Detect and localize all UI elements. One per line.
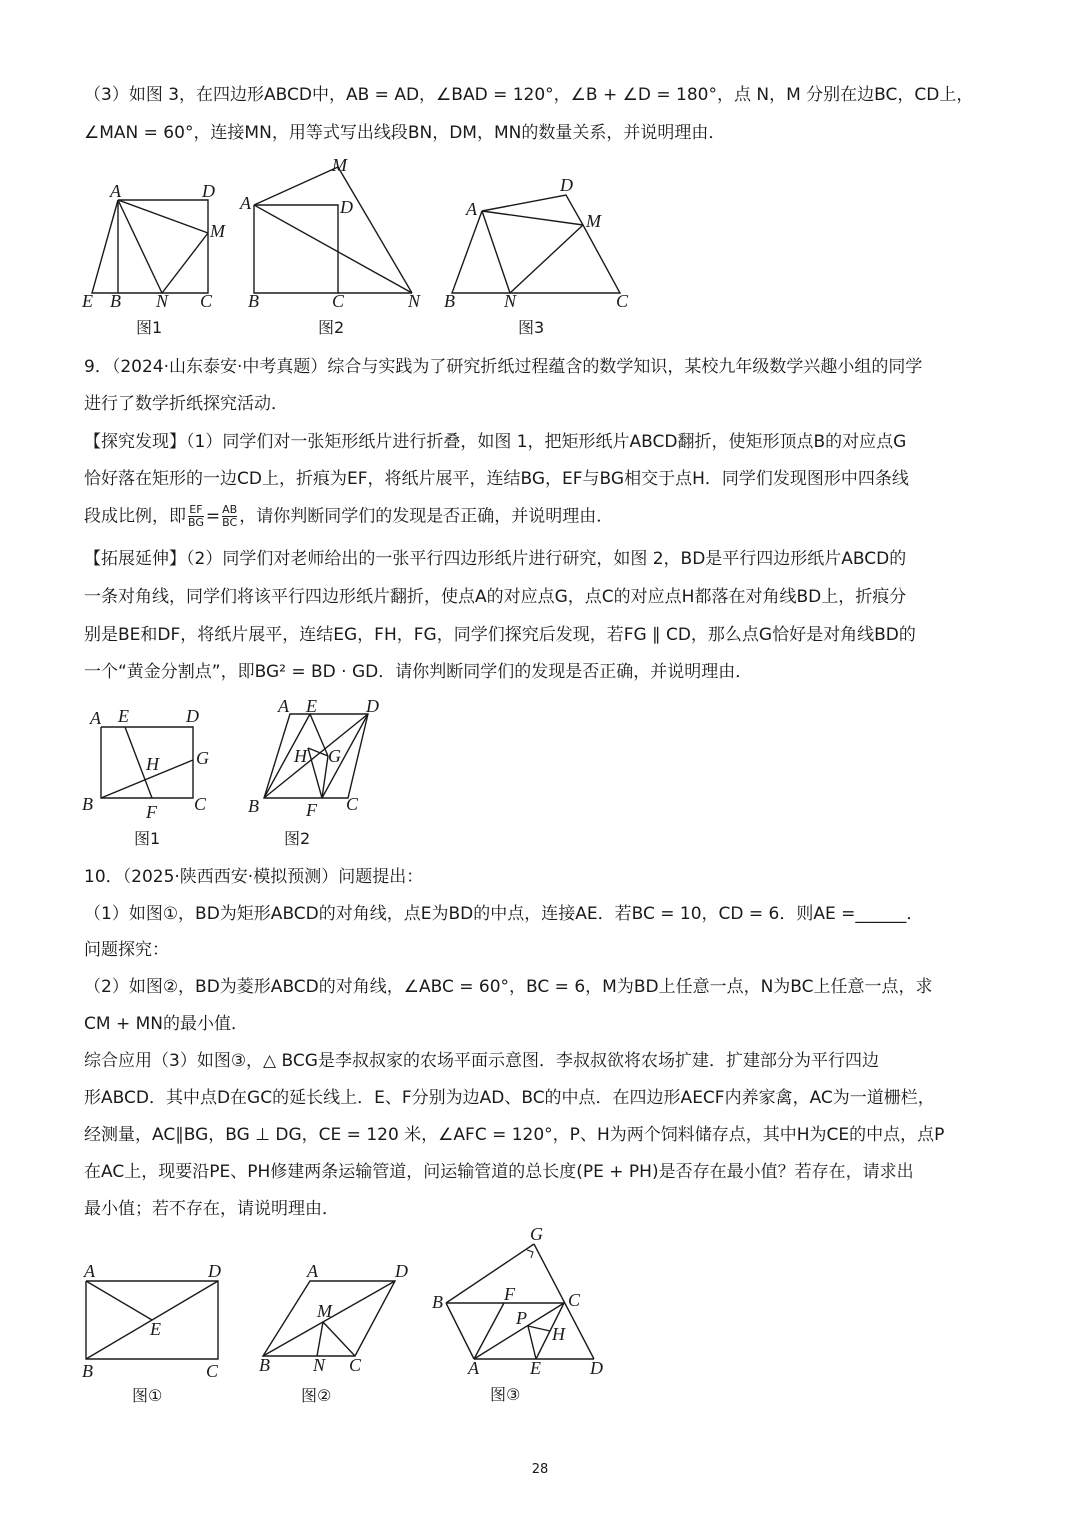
q9-fig1-label-G: G — [196, 748, 209, 768]
page-number: 28 — [531, 1462, 549, 1477]
q10-header: 10．（2025·陕西西安·模拟预测）问题提出： — [84, 867, 424, 887]
q9-fig1-label-B: B — [82, 794, 93, 814]
q10-p3-line2: 形ABCD．其中点D在GC的延长线上．E、F分别为边AD、BC的中点．在四边形AECF内养家禽，AC为一道栅栏， — [84, 1088, 935, 1108]
q9-fig2-label-B: B — [248, 796, 259, 816]
q10-fig3-caption: 图③ — [490, 1385, 521, 1404]
fraction-ab-bc: $\frac{AB}{BC}$ — [222, 503, 238, 529]
q9-fig2-label-C: C — [346, 794, 359, 814]
fig2-label-N: N — [408, 291, 421, 311]
q8-part3-line2: ∠MAN = 60°，连接MN，用等式写出线段BN，DM，MN的数量关系，并说明理由． — [84, 123, 726, 143]
q10-fig1-label-A: A — [84, 1261, 95, 1281]
q10-explore: 问题探究： — [84, 940, 169, 960]
q9-p1-line3-pre: 段成比例，即 — [84, 506, 186, 527]
q8-figure-2 — [240, 155, 440, 340]
fig3-label-M: M — [586, 211, 601, 231]
q10-fig3-label-D: D — [590, 1358, 603, 1378]
q10-fig1-label-E: E — [150, 1319, 161, 1339]
q10-p2-line2: CM + MN的最小值． — [84, 1014, 248, 1034]
fig1-label-D: D — [202, 181, 215, 201]
q10-p1: （1）如图①，BD为矩形ABCD的对角线，点E为BD的中点，连接AE．若BC = 10，CD = 6．则AE =______． — [84, 904, 924, 924]
q8-figure-3 — [440, 155, 640, 340]
q9-header2: 进行了数学折纸探究活动． — [84, 394, 288, 414]
q10-fig1-caption: 图① — [132, 1386, 163, 1405]
fig1-label-N: N — [156, 291, 169, 311]
fig3-label-A: A — [466, 199, 477, 219]
q9-fig1-caption: 图1 — [134, 829, 161, 848]
q9-figure-1 — [80, 698, 240, 853]
q8-part3-line1: （3）如图 3，在四边形ABCD中，AB = AD，∠BAD = 120°，∠B + ∠D = 180°，点 N，M 分别在边BC，CD上， — [84, 85, 974, 105]
q10-fig3-label-E: E — [530, 1358, 541, 1378]
fig3-label-B: B — [444, 291, 455, 311]
fig3-label-D: D — [560, 175, 573, 195]
fig2-label-B: B — [248, 291, 259, 311]
fig1-label-M: M — [210, 221, 225, 241]
q9-fig2-caption: 图2 — [284, 829, 311, 848]
q10-p3-line5: 最小值；若不存在，请说明理由． — [84, 1199, 339, 1219]
q10-fig3-label-C: C — [568, 1290, 581, 1310]
q8-figure-1 — [80, 155, 240, 340]
fig3-label-N: N — [504, 291, 517, 311]
q9-p1-line1: 【探究发现】（1）同学们对一张矩形纸片进行折叠，如图 1，把矩形纸片ABCD翻折，使矩形顶点B的对应点G — [84, 432, 907, 452]
q10-p3-line3: 经测量，AC∥BG，BG ⊥ DG，CE = 120 米，∠AFC = 120°，P、H为两个饲料储存点，其中H为CE的中点，点P — [84, 1125, 945, 1145]
fig2-caption: 图2 — [318, 318, 345, 337]
q9-fig1-label-D: D — [186, 706, 199, 726]
q10-fig2-label-C: C — [349, 1355, 362, 1375]
fig2-label-A: A — [240, 193, 251, 213]
fraction-ef-bg: $\frac{EF}{BG}$ — [188, 503, 204, 529]
q10-fig1-label-D: D — [208, 1261, 221, 1281]
fig1-label-E: E — [82, 291, 93, 311]
q9-fig1-label-E: E — [118, 706, 129, 726]
q10-p3-line4: 在AC上，现要沿PE、PH修建两条运输管道，问运输管道的总长度(PE + PH)是否存在最小值？若存在，请求出 — [84, 1162, 914, 1182]
q10-fig1-label-B: B — [82, 1361, 93, 1381]
q9-fig2-label-E: E — [306, 696, 317, 716]
q9-p1-line3-post: ，请你判断同学们的发现是否正确，并说明理由． — [239, 506, 614, 527]
q10-fig2-caption: 图② — [301, 1386, 332, 1405]
q9-fig2-label-D: D — [366, 696, 379, 716]
q10-fig3-label-F: F — [504, 1284, 515, 1304]
q9-p1-line3: 段成比例，即 $\frac{EF}{BG}$ = $\frac{AB}{BC}$ ，请你判断同学们的发现是否正确，并说明理由． — [84, 503, 614, 529]
q9-fig1-label-H: H — [146, 754, 159, 774]
q10-fig2-label-N: N — [313, 1355, 326, 1375]
q10-fig3-label-G: G — [530, 1224, 543, 1244]
q9-fig2-label-A: A — [278, 696, 289, 716]
q10-fig2-label-B: B — [259, 1355, 270, 1375]
q9-p2-line1: 【拓展延伸】（2）同学们对老师给出的一张平行四边形纸片进行研究，如图 2，BD是平行四边形纸片ABCD的 — [84, 549, 907, 569]
q9-p2-line4: 一个“黄金分割点”，即BG² = BD · GD．请你判断同学们的发现是否正确，并说明理由． — [84, 662, 753, 682]
q9-figure-2 — [240, 698, 410, 853]
q9-fig2-label-H: H — [294, 746, 307, 766]
q10-fig3-label-P: P — [516, 1308, 527, 1328]
q10-fig3-label-A: A — [468, 1358, 479, 1378]
fig1-caption: 图1 — [136, 318, 163, 337]
q10-fig2-label-D: D — [395, 1261, 408, 1281]
fig3-label-C: C — [616, 291, 629, 311]
q10-figure-3 — [430, 1224, 630, 1407]
q10-fig2-label-A: A — [307, 1261, 318, 1281]
q10-figure-2 — [255, 1255, 425, 1405]
q10-fig1-label-C: C — [206, 1361, 219, 1381]
q9-fig2-label-G: G — [328, 746, 341, 766]
fig1-label-B: B — [110, 291, 121, 311]
fig1-label-C: C — [200, 291, 213, 311]
q10-fig3-label-H: H — [552, 1324, 565, 1344]
fig2-label-D: D — [340, 197, 353, 217]
q9-p2-line3: 别是BE和DF，将纸片展平，连结EG，FH，FG，同学们探究后发现，若FG ∥ CD，那么点G恰好是对角线BD的 — [84, 625, 916, 645]
fig1-label-A: A — [110, 181, 121, 201]
q9-p1-line2: 恰好落在矩形的一边CD上，折痕为EF，将纸片展平，连结BG，EF与BG相交于点H．同学们发现图形中四条线 — [84, 469, 909, 489]
q9-fig1-label-F: F — [146, 802, 157, 822]
q9-fig1-label-A: A — [90, 708, 101, 728]
q10-p2-line1: （2）如图②，BD为菱形ABCD的对角线，∠ABC = 60°，BC = 6，M为BD上任意一点，N为BC上任意一点，求 — [84, 977, 933, 997]
fig2-label-M: M — [332, 155, 347, 175]
q9-fig1-label-C: C — [194, 794, 207, 814]
fig3-caption: 图3 — [518, 318, 545, 337]
q10-figure-1 — [78, 1255, 238, 1405]
q10-fig2-label-M: M — [317, 1301, 332, 1321]
q9-fig2-label-F: F — [306, 800, 317, 820]
fig2-label-C: C — [332, 291, 345, 311]
q9-p2-line2: 一条对角线，同学们将该平行四边形纸片翻折，使点A的对应点G，点C的对应点H都落在对角线BD上，折痕分 — [84, 587, 907, 607]
q10-fig3-label-B: B — [432, 1292, 443, 1312]
q10-p3-line1: 综合应用（3）如图③，△ BCG是李叔叔家的农场平面示意图．李叔叔欲将农场扩建．扩建部分为平行四边 — [84, 1051, 879, 1071]
q9-header: 9．（2024·山东泰安·中考真题）综合与实践为了研究折纸过程蕴含的数学知识，某校九年级数学兴趣小组的同学 — [84, 357, 923, 377]
